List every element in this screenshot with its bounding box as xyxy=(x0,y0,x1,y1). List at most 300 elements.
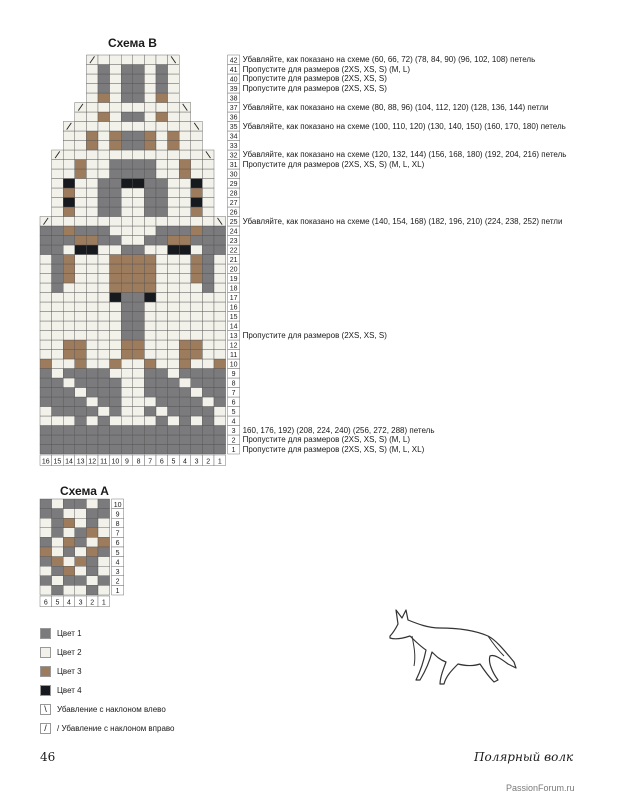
chart-b-cell xyxy=(121,369,133,379)
chart-b-cell xyxy=(75,169,87,179)
chart-b-cell xyxy=(156,122,168,132)
chart-b-cell xyxy=(52,274,64,284)
chart-b-cell xyxy=(52,359,64,369)
chart-b-cell xyxy=(98,150,110,160)
chart-b-cell xyxy=(202,407,214,417)
chart-a-row-number: 10 xyxy=(113,501,122,509)
chart-b-cell xyxy=(144,321,156,331)
chart-b-cell xyxy=(133,55,145,65)
chart-b-cell xyxy=(168,331,180,341)
chart-a-cell xyxy=(98,518,110,528)
chart-b-cell xyxy=(98,160,110,170)
chart-b-cell xyxy=(156,407,168,417)
chart-a-cell xyxy=(63,509,75,519)
chart-b-cell xyxy=(98,264,110,274)
chart-b-cell xyxy=(86,169,98,179)
chart-a-cell xyxy=(40,557,52,567)
chart-b-cell xyxy=(86,255,98,265)
chart-b-row-number: 25 xyxy=(229,219,238,227)
chart-b-cell xyxy=(63,378,75,388)
chart-b-cell xyxy=(191,340,203,350)
chart-b-cell xyxy=(52,169,64,179)
chart-a-row-number: 9 xyxy=(115,511,120,519)
chart-b-cell xyxy=(191,198,203,208)
chart-b-cell xyxy=(144,188,156,198)
chart-b-cell xyxy=(98,255,110,265)
chart-b-cell xyxy=(75,264,87,274)
chart-b-cell xyxy=(156,340,168,350)
chart-a-cell xyxy=(63,537,75,547)
chart-b-cell xyxy=(144,350,156,360)
chart-b-cell xyxy=(133,226,145,236)
chart-b-cell xyxy=(75,141,87,151)
row-instruction: Пропустите для размеров (2XS, XS, S) (M, L) xyxy=(242,64,411,74)
chart-a-cell xyxy=(40,499,52,509)
row-instruction: Пропустите для размеров (2XS, XS, S) xyxy=(242,83,387,93)
chart-b-row-number: 32 xyxy=(229,152,238,160)
chart-b-cell xyxy=(179,264,191,274)
chart-b-cell xyxy=(40,283,52,293)
chart-b-cell xyxy=(179,141,191,151)
chart-b-cell xyxy=(75,445,87,455)
chart-b-cell xyxy=(98,141,110,151)
chart-b-cell xyxy=(75,369,87,379)
legend-item xyxy=(40,666,82,677)
chart-b-cell xyxy=(110,207,122,217)
chart-b-cell xyxy=(86,274,98,284)
chart-b-cell xyxy=(98,369,110,379)
row-instruction: Пропустите для размеров (2XS, XS, S) (M, L) xyxy=(242,435,411,444)
chart-b-cell xyxy=(63,397,75,407)
chart-b-row-number: 36 xyxy=(229,114,238,122)
chart-b-cell xyxy=(52,255,64,265)
chart-b-cell xyxy=(86,264,98,274)
chart-b-cell xyxy=(75,131,87,141)
chart-b-cell xyxy=(156,141,168,151)
chart-b-cell xyxy=(133,274,145,284)
chart-b-cell xyxy=(202,179,214,189)
chart-b-cell xyxy=(133,131,145,141)
chart-b-cell xyxy=(133,74,145,84)
chart-b-cell xyxy=(156,55,168,65)
chart-a-cell xyxy=(40,518,52,528)
chart-b-cell xyxy=(110,160,122,170)
chart-b-cell xyxy=(191,179,203,189)
chart-b-cell xyxy=(86,122,98,132)
chart-b-cell xyxy=(179,293,191,303)
chart-b-cell xyxy=(63,274,75,284)
chart-b-cell xyxy=(179,217,191,227)
chart-b-cell xyxy=(75,293,87,303)
chart-b-cell xyxy=(168,407,180,417)
chart-b-cell xyxy=(110,378,122,388)
chart-b-cell xyxy=(144,435,156,445)
chart-b-cell xyxy=(133,217,145,227)
chart-b-cell xyxy=(40,416,52,426)
chart-b-cell xyxy=(75,312,87,322)
chart-b-cell xyxy=(63,179,75,189)
chart-b-cell xyxy=(86,321,98,331)
chart-b-cell xyxy=(63,198,75,208)
chart-b-cell xyxy=(75,416,87,426)
chart-b-cell xyxy=(52,407,64,417)
chart-b-cell xyxy=(156,397,168,407)
chart-a-col-number: 6 xyxy=(43,599,48,607)
chart-b-cell xyxy=(121,93,133,103)
chart-b-row-number: 16 xyxy=(229,304,238,312)
chart-b-cell xyxy=(75,207,87,217)
chart-b-cell xyxy=(121,321,133,331)
chart-b-cell xyxy=(40,397,52,407)
chart-b-cell xyxy=(133,160,145,170)
chart-b-cell xyxy=(63,416,75,426)
chart-b-cell xyxy=(191,169,203,179)
chart-b-cell xyxy=(40,350,52,360)
chart-b-row-number: 6 xyxy=(231,399,236,407)
chart-b-cell xyxy=(86,74,98,84)
chart-b-cell xyxy=(156,131,168,141)
chart-b-cell xyxy=(191,226,203,236)
chart-b-cell xyxy=(52,397,64,407)
chart-b-cell xyxy=(214,359,226,369)
chart-a-cell xyxy=(75,509,87,519)
chart-a-cell xyxy=(63,518,75,528)
chart-b-col-number: 12 xyxy=(88,458,97,466)
chart-b-cell xyxy=(144,264,156,274)
chart-b-cell xyxy=(168,122,180,132)
chart-b-row-number: 12 xyxy=(229,342,238,350)
chart-b-cell xyxy=(121,445,133,455)
chart-b-cell xyxy=(179,416,191,426)
chart-b-cell xyxy=(121,331,133,341)
chart-b-cell xyxy=(144,388,156,398)
chart-b-cell xyxy=(98,359,110,369)
chart-b-cell xyxy=(179,369,191,379)
chart-b-cell xyxy=(133,255,145,265)
chart-b-cell xyxy=(98,84,110,94)
chart-a-cell xyxy=(86,499,98,509)
chart-b-cell xyxy=(144,179,156,189)
chart-b-cell xyxy=(202,350,214,360)
chart-b-cell xyxy=(191,217,203,227)
chart-b-cell xyxy=(98,274,110,284)
chart-b-cell xyxy=(179,236,191,246)
chart-b-cell xyxy=(179,312,191,322)
chart-b-cell xyxy=(179,226,191,236)
chart-b-cell xyxy=(98,74,110,84)
chart-b-cell xyxy=(168,255,180,265)
chart-b-cell xyxy=(202,274,214,284)
chart-b-cell xyxy=(110,274,122,284)
chart-b-cell xyxy=(98,435,110,445)
legend-swatch xyxy=(40,666,51,677)
chart-b-cell xyxy=(214,378,226,388)
chart-b-cell xyxy=(121,245,133,255)
chart-a-cell xyxy=(86,566,98,576)
chart-b-cell xyxy=(121,65,133,75)
chart-a-cell xyxy=(75,557,87,567)
chart-b-cell xyxy=(63,321,75,331)
chart-b-cell xyxy=(121,350,133,360)
chart-b-cell xyxy=(63,426,75,436)
chart-b-cell xyxy=(144,369,156,379)
row-instruction: Пропустите для размеров (2XS, XS, S) (M, L, XL) xyxy=(242,159,425,169)
chart-b-cell xyxy=(98,378,110,388)
chart-b-cell xyxy=(214,283,226,293)
chart-b-cell xyxy=(63,160,75,170)
chart-b-cell xyxy=(144,397,156,407)
chart-b-cell xyxy=(191,312,203,322)
chart-b-cell xyxy=(52,435,64,445)
chart-a-cell xyxy=(98,585,110,595)
chart-b-cell xyxy=(168,150,180,160)
chart-b-row-number: 9 xyxy=(231,371,236,379)
chart-b-cell xyxy=(110,84,122,94)
chart-a-col-number: 1 xyxy=(101,599,106,607)
chart-b-cell xyxy=(121,416,133,426)
chart-b-cell xyxy=(191,264,203,274)
chart-b-cell xyxy=(110,188,122,198)
chart-b-cell xyxy=(156,245,168,255)
chart-b-cell xyxy=(191,245,203,255)
chart-b-cell xyxy=(40,264,52,274)
chart-b-cell xyxy=(86,226,98,236)
chart-b-row-number: 34 xyxy=(229,133,238,141)
chart-b-col-number: 8 xyxy=(136,458,141,466)
chart-b-cell xyxy=(40,226,52,236)
chart-b-cell xyxy=(156,274,168,284)
chart-a-row-number: 5 xyxy=(115,549,120,557)
chart-b-cell xyxy=(156,369,168,379)
chart-b-cell xyxy=(168,302,180,312)
chart-b-cell xyxy=(156,426,168,436)
legend-swatch: / xyxy=(40,723,51,734)
chart-a-cell xyxy=(98,499,110,509)
chart-b-cell xyxy=(75,160,87,170)
chart-a-cell xyxy=(63,566,75,576)
chart-a-col-number: 2 xyxy=(90,599,95,607)
chart-b-cell xyxy=(121,160,133,170)
chart-b-cell xyxy=(168,131,180,141)
chart-b-cell xyxy=(110,169,122,179)
chart-b-cell xyxy=(179,122,191,132)
chart-b-cell xyxy=(75,378,87,388)
chart-b-cell xyxy=(191,350,203,360)
chart-b-cell xyxy=(168,435,180,445)
chart-b-cell xyxy=(179,340,191,350)
chart-b-cell xyxy=(214,236,226,246)
chart-b-cell xyxy=(168,169,180,179)
chart-b-cell xyxy=(133,150,145,160)
chart-b-row-number: 41 xyxy=(229,67,238,75)
chart-b-cell xyxy=(110,350,122,360)
chart-b-cell xyxy=(191,255,203,265)
chart-b-cell xyxy=(86,141,98,151)
chart-b-cell xyxy=(144,378,156,388)
chart-a-cell xyxy=(86,518,98,528)
chart-a-cell xyxy=(52,509,64,519)
chart-b-cell xyxy=(86,93,98,103)
chart-b-cell xyxy=(214,445,226,455)
chart-b-cell xyxy=(40,388,52,398)
chart-a-cell xyxy=(75,547,87,557)
chart-b-cell xyxy=(133,65,145,75)
chart-b-cell xyxy=(179,378,191,388)
chart-b-cell xyxy=(202,188,214,198)
legend-label: Цвет 3 xyxy=(57,667,82,676)
chart-a-col-number: 4 xyxy=(67,599,71,607)
chart-b-cell xyxy=(86,103,98,113)
chart-b-cell xyxy=(110,388,122,398)
chart-b-cell xyxy=(86,426,98,436)
chart-b-cell xyxy=(75,188,87,198)
chart-b-row-number: 39 xyxy=(229,86,238,94)
chart-b-row-number: 21 xyxy=(229,257,238,265)
chart-b-cell xyxy=(75,150,87,160)
chart-b-cell xyxy=(40,236,52,246)
chart-b-cell xyxy=(110,369,122,379)
chart-b-cell xyxy=(110,359,122,369)
chart-b-cell xyxy=(168,350,180,360)
chart-b-row-number: 31 xyxy=(229,162,238,170)
chart-b-cell xyxy=(191,378,203,388)
chart-b-cell xyxy=(63,340,75,350)
chart-b-cell xyxy=(144,169,156,179)
chart-b-cell xyxy=(179,426,191,436)
chart-b-cell xyxy=(110,255,122,265)
chart-b-cell xyxy=(52,245,64,255)
chart-a-cell xyxy=(63,585,75,595)
chart-b-cell xyxy=(75,236,87,246)
chart-b-cell xyxy=(121,169,133,179)
chart-b-cell xyxy=(202,369,214,379)
chart-b-cell xyxy=(98,302,110,312)
chart-b-cell xyxy=(168,160,180,170)
chart-b-cell xyxy=(214,274,226,284)
legend-item xyxy=(40,628,82,639)
row-instruction: 160, 176, 192) (208, 224, 240) (256, 272, 288) петель xyxy=(242,425,435,435)
chart-b-cell xyxy=(144,236,156,246)
chart-a-cell xyxy=(86,537,98,547)
chart-b-cell xyxy=(63,264,75,274)
chart-b-cell xyxy=(121,388,133,398)
chart-b-cell xyxy=(86,445,98,455)
chart-b-cell xyxy=(75,179,87,189)
chart-a-cell xyxy=(52,537,64,547)
chart-b-cell xyxy=(52,264,64,274)
chart-b-cell xyxy=(121,150,133,160)
chart-b-cell xyxy=(63,245,75,255)
chart-a-title: Схема A xyxy=(60,484,109,498)
chart-b-cell xyxy=(98,407,110,417)
chart-b-cell xyxy=(98,217,110,227)
chart-b-cell xyxy=(121,84,133,94)
chart-b-cell xyxy=(133,359,145,369)
chart-b-cell xyxy=(98,93,110,103)
chart-a-col-number: 5 xyxy=(55,599,60,607)
chart-b-cell xyxy=(156,112,168,122)
chart-b-cell xyxy=(191,236,203,246)
chart-b-cell xyxy=(52,198,64,208)
chart-b-cell xyxy=(144,359,156,369)
chart-b-cell xyxy=(121,426,133,436)
chart-b-cell xyxy=(133,293,145,303)
chart-b-cell xyxy=(121,236,133,246)
chart-a-cell xyxy=(63,499,75,509)
chart-b-row-number: 24 xyxy=(229,228,238,236)
chart-b-cell xyxy=(156,226,168,236)
chart-b-cell xyxy=(202,293,214,303)
chart-b-cell xyxy=(86,388,98,398)
chart-b-cell xyxy=(202,245,214,255)
chart-b-cell xyxy=(156,435,168,445)
chart-b-cell xyxy=(168,293,180,303)
chart-b-cell xyxy=(63,188,75,198)
row-instruction: Пропустите для размеров (2XS, XS, S) xyxy=(242,74,387,83)
chart-b-cell xyxy=(86,283,98,293)
chart-b-cell xyxy=(202,160,214,170)
wolf-illustration xyxy=(388,606,520,686)
chart-b-cell xyxy=(110,150,122,160)
chart-b-cell xyxy=(179,150,191,160)
chart-b-cell xyxy=(75,226,87,236)
chart-b-cell xyxy=(86,302,98,312)
chart-b-cell xyxy=(86,407,98,417)
chart-b-cell xyxy=(110,302,122,312)
chart-b-cell xyxy=(52,312,64,322)
chart-b-cell xyxy=(156,255,168,265)
chart-b-cell xyxy=(121,55,133,65)
chart-b-cell xyxy=(63,207,75,217)
chart-b-cell xyxy=(98,65,110,75)
chart-b-cell xyxy=(214,435,226,445)
chart-b-cell xyxy=(110,340,122,350)
chart-b-cell xyxy=(63,445,75,455)
legend-item xyxy=(40,704,166,715)
legend-item xyxy=(40,723,175,734)
chart-b-cell xyxy=(179,245,191,255)
chart-b-cell xyxy=(168,217,180,227)
chart-b-cell xyxy=(202,169,214,179)
legend-label: Цвет 2 xyxy=(57,648,82,657)
legend-label: Убавление с наклоном влево xyxy=(57,705,166,714)
chart-b-cell xyxy=(75,302,87,312)
chart-b-cell xyxy=(144,293,156,303)
chart-a-cell xyxy=(98,509,110,519)
chart-b-cell xyxy=(121,302,133,312)
chart-a-cell xyxy=(86,557,98,567)
chart-b-cell xyxy=(63,226,75,236)
chart-b-cell xyxy=(98,293,110,303)
legend-swatch: \ xyxy=(40,704,51,715)
chart-b-cell xyxy=(202,397,214,407)
chart-a-cell xyxy=(98,566,110,576)
chart-b-cell xyxy=(191,274,203,284)
chart-b-cell xyxy=(133,264,145,274)
chart-b-cell xyxy=(98,283,110,293)
legend-item xyxy=(40,685,82,696)
chart-b-cell xyxy=(214,407,226,417)
chart-b-cell xyxy=(144,302,156,312)
chart-b-cell xyxy=(40,378,52,388)
chart-b-cell xyxy=(133,103,145,113)
chart-a-cell xyxy=(75,566,87,576)
chart-b-cell xyxy=(63,141,75,151)
chart-b-cell xyxy=(86,350,98,360)
chart-a-cell xyxy=(75,528,87,538)
chart-b-cell xyxy=(168,84,180,94)
chart-b-cell xyxy=(52,378,64,388)
